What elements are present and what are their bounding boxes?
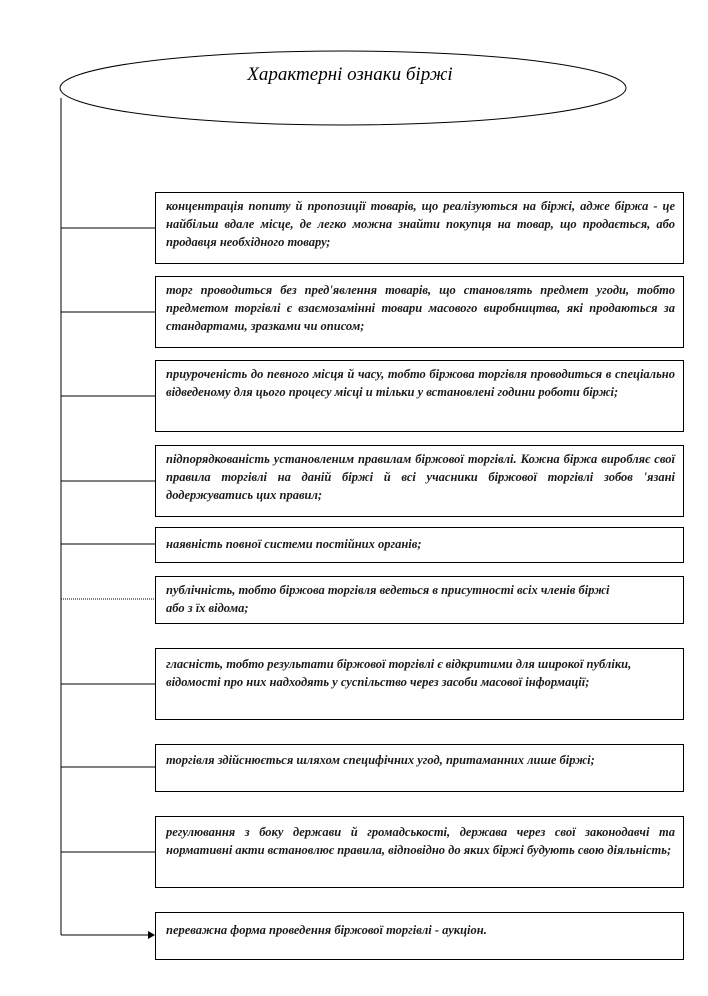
feature-box-5: наявність повної системи постійних органів; <box>155 527 684 563</box>
feature-box-3: приуроченість до певного місця й часу, тобто біржова торгівля проводиться в спеціально відведеному для цього процесу місці и тільки у встановлені години роботи біржі; <box>155 360 684 432</box>
feature-box-2: торг проводиться без пред'явлення товарів, що становлять предмет угоди, тобто предметом торгівлі є взаємозамінні товари масового виробництва, які продаються за стандартами, зразками чи описом; <box>155 276 684 348</box>
arrowhead-icon <box>148 931 155 939</box>
feature-box-6: публічність, тобто біржова торгівля ведеться в присутності всіх членів біржі або з їх відома; <box>155 576 684 624</box>
title-ellipse <box>60 51 626 125</box>
feature-box-1: концентрація попиту й пропозиції товарів, що реалізуються на біржі, адже біржа - це найбільш вдале місце, де легко можна знайти покупця на товар, що продається, або продавця необхідного товару; <box>155 192 684 264</box>
feature-box-4: підпорядкованість установленим правилам біржової торгівлі. Кожна біржа виробляє свої правила торгівлі на даній біржі й всі учасники біржової торгівлі зобов 'язані додержуватись цих правил; <box>155 445 684 517</box>
feature-box-10: переважна форма проведення біржової торгівлі - аукціон. <box>155 912 684 960</box>
feature-box-7: гласність, тобто результати біржової торгівлі є відкритими для широкої публіки, відомості про них надходять у суспільство через засоби масової інформації; <box>155 648 684 720</box>
diagram-title: Характерні ознаки біржі <box>247 64 453 85</box>
feature-box-8: торгівля здійснюється шляхом специфічних угод, притаманних лише біржі; <box>155 744 684 792</box>
feature-box-9: регулювання з боку держави й громадськості, держава через свої законодавчі та нормативні акти встановлює правила, відповідно до яких біржі будують свою діяльність; <box>155 816 684 888</box>
